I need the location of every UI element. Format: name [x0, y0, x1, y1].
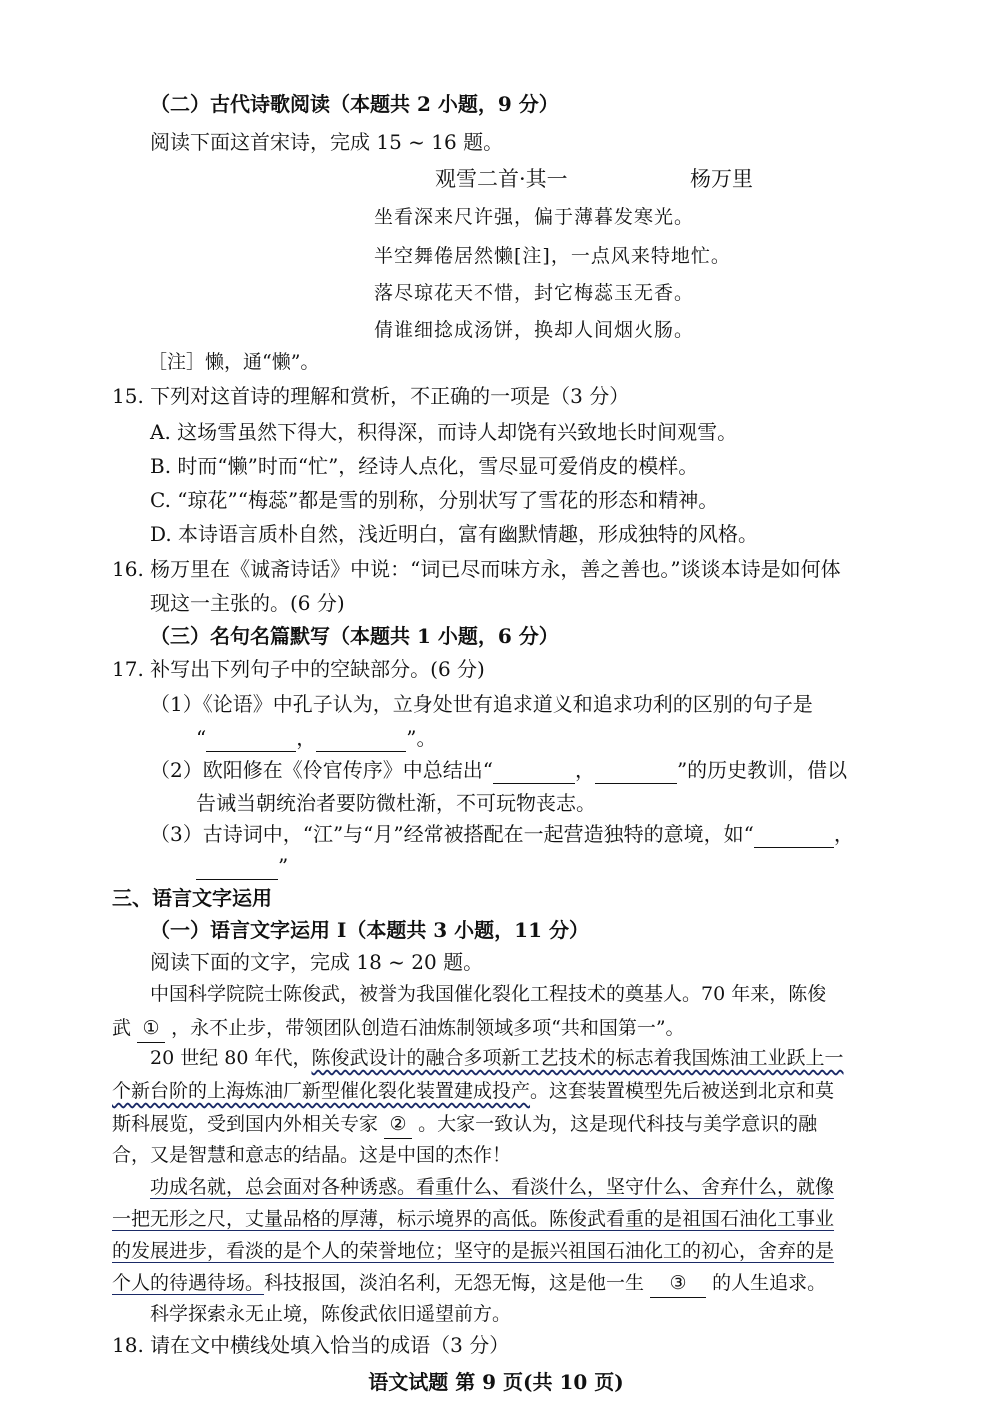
quote-close: ”。	[406, 726, 437, 750]
passage-p2-line-3	[112, 1110, 817, 1139]
answer-blank[interactable]	[316, 731, 406, 752]
passage-p1-line-1: 中国科学院院士陈俊武，被誉为我国催化裂化工程技术的奠基人。70 年来，陈俊	[150, 983, 827, 1005]
q15-option-d: D. 本诗语言质朴自然，浅近明白，富有幽默情趣，形成独特的风格。	[150, 522, 759, 546]
passage-p3-line-2	[112, 1205, 834, 1233]
passage-text: 20 世纪 80 年代，	[150, 1047, 312, 1069]
language-instruction: 阅读下面的文字，完成 18 ~ 20 题。	[150, 950, 484, 974]
underlined-sentence: 个新台阶的上海炼油厂新型催化裂化装置建成投产	[112, 1080, 531, 1102]
section-heading-recite: （三）名句名篇默写（本题共 1 小题，6 分）	[150, 624, 559, 648]
q17-item-3-line-1	[150, 820, 854, 848]
page-footer: 语文试题 第 9 页(共 10 页)	[368, 1370, 624, 1394]
quote-close: ”	[278, 854, 289, 878]
passage-text: ，永不止步，带领团队创造石油炼制领域多项“共和国第一”。	[171, 1017, 685, 1039]
passage-text: 陈俊武看重的是祖国石油化工事业	[549, 1208, 835, 1230]
answer-blank[interactable]	[595, 763, 677, 784]
passage-p4: 科学探索永无止境，陈俊武依旧遥望前方。	[150, 1303, 512, 1325]
poem-line-4: 倩谁细捻成汤饼，换却人间烟火肠。	[374, 319, 695, 341]
q15-option-c: C. “琼花”“梅蕊”都是雪的别称，分别状写了雪花的形态和精神。	[150, 488, 719, 512]
quote-open: “	[196, 726, 207, 750]
underlined-sentence: 一把无形之尺，丈量品格的厚薄，标示境界的高低。	[112, 1208, 550, 1230]
comma: ，	[833, 822, 854, 846]
passage-text: 科技报国，淡泊名利，无怨无悔，这是他一生	[264, 1272, 645, 1294]
poem-line-3: 落尽琼花天不惜，封它梅蕊玉无香。	[374, 282, 695, 304]
q16-line-2: 现这一主张的。(6 分)	[150, 591, 345, 615]
passage-p3-line-3: 的发展进步，看淡的是个人的荣誉地位；坚守的是振兴祖国石油化工的初心，舍弃的是	[112, 1240, 835, 1262]
blank-marker-2[interactable]: ②	[384, 1110, 412, 1139]
item-text: （3）古诗词中，“江”与“月”经常被搭配在一起营造独特的意境，如“	[150, 822, 754, 846]
comma: ，	[574, 758, 595, 782]
q16-line-1: 16. 杨万里在《诚斋诗话》中说：“词已尽而味方永，善之善也。”谈谈本诗是如何体	[112, 557, 841, 581]
passage-p2-line-4: 合，又是智慧和意志的结晶。这是中国的杰作！	[112, 1144, 512, 1166]
passage-text: 斯科展览，受到国内外相关专家	[112, 1113, 379, 1135]
q17-item-1-line-1: （1）《论语》中孔子认为，立身处世有追求道义和追求功利的区别的句子是	[150, 692, 813, 716]
passage-text: 。这套装置模型先后被送到北京和莫	[530, 1080, 835, 1102]
q17-item-2-line-2: 告诫当朝统治者要防微杜渐，不可玩物丧志。	[196, 791, 596, 815]
q17-item-3-line-2	[196, 852, 288, 880]
poem-title: 观雪二首·其一	[435, 167, 568, 191]
poetry-instruction: 阅读下面这首宋诗，完成 15 ~ 16 题。	[150, 130, 504, 154]
poem-line-1: 坐看深来尺许强，偏于薄暮发寒光。	[374, 206, 695, 228]
part-heading-language: 三、语言文字运用	[112, 886, 272, 910]
passage-p3-line-1: 功成名就，总会面对各种诱惑。看重什么、看淡什么，坚守什么、舍弃什么，就像	[150, 1176, 835, 1198]
q17-item-1-line-2	[196, 724, 436, 752]
answer-blank[interactable]	[196, 859, 278, 880]
blank-marker-3[interactable]: ③	[650, 1269, 706, 1298]
section-heading-language: （一）语言文字运用 I（本题共 3 小题，11 分）	[150, 918, 589, 942]
answer-blank[interactable]	[493, 763, 575, 784]
poem-line-2: 半空舞倦居然懒[注]，一点风来特地忙。	[374, 245, 731, 267]
passage-text: 武	[112, 1017, 132, 1039]
underlined-sentence: 个人的待遇待场。	[112, 1272, 265, 1294]
q15-option-b: B. 时而“懒”时而“忙”，经诗人点化，雪尽显可爱俏皮的模样。	[150, 454, 699, 478]
q18-stem: 18. 请在文中横线处填入恰当的成语（3 分）	[112, 1333, 510, 1357]
q15-option-a: A. 这场雪虽然下得大，积得深，而诗人却饶有兴致地长时间观雪。	[150, 420, 738, 444]
q17-item-2-line-1	[150, 756, 847, 784]
item-text: ”的历史教训，借以	[676, 758, 848, 782]
passage-text: 的人生追求。	[712, 1272, 827, 1294]
section-heading-poetry: （二）古代诗歌阅读（本题共 2 小题，9 分）	[150, 92, 559, 116]
poem-note: ［注］懒，通“懒”。	[148, 351, 320, 373]
underlined-sentence: 陈俊武设计的融合多项新工艺技术的标志着我国炼油工业跃上一	[311, 1047, 844, 1069]
q17-stem: 17. 补写出下列句子中的空缺部分。(6 分)	[112, 657, 485, 681]
blank-marker-1[interactable]: ①	[137, 1014, 165, 1043]
passage-text: 。大家一致认为，这是现代科技与美学意识的融	[418, 1113, 818, 1135]
passage-p2-line-1	[150, 1044, 844, 1072]
comma: ，	[296, 726, 317, 750]
answer-blank[interactable]	[206, 731, 296, 752]
poem-author: 杨万里	[690, 167, 753, 191]
q15-stem: 15. 下列对这首诗的理解和赏析，不正确的一项是（3 分）	[112, 384, 630, 408]
passage-p2-line-2	[112, 1077, 834, 1105]
item-text: （2）欧阳修在《伶官传序》中总结出“	[150, 758, 493, 782]
passage-p3-line-4	[112, 1269, 826, 1298]
answer-blank[interactable]	[754, 827, 834, 848]
passage-p1-line-2	[112, 1014, 685, 1043]
